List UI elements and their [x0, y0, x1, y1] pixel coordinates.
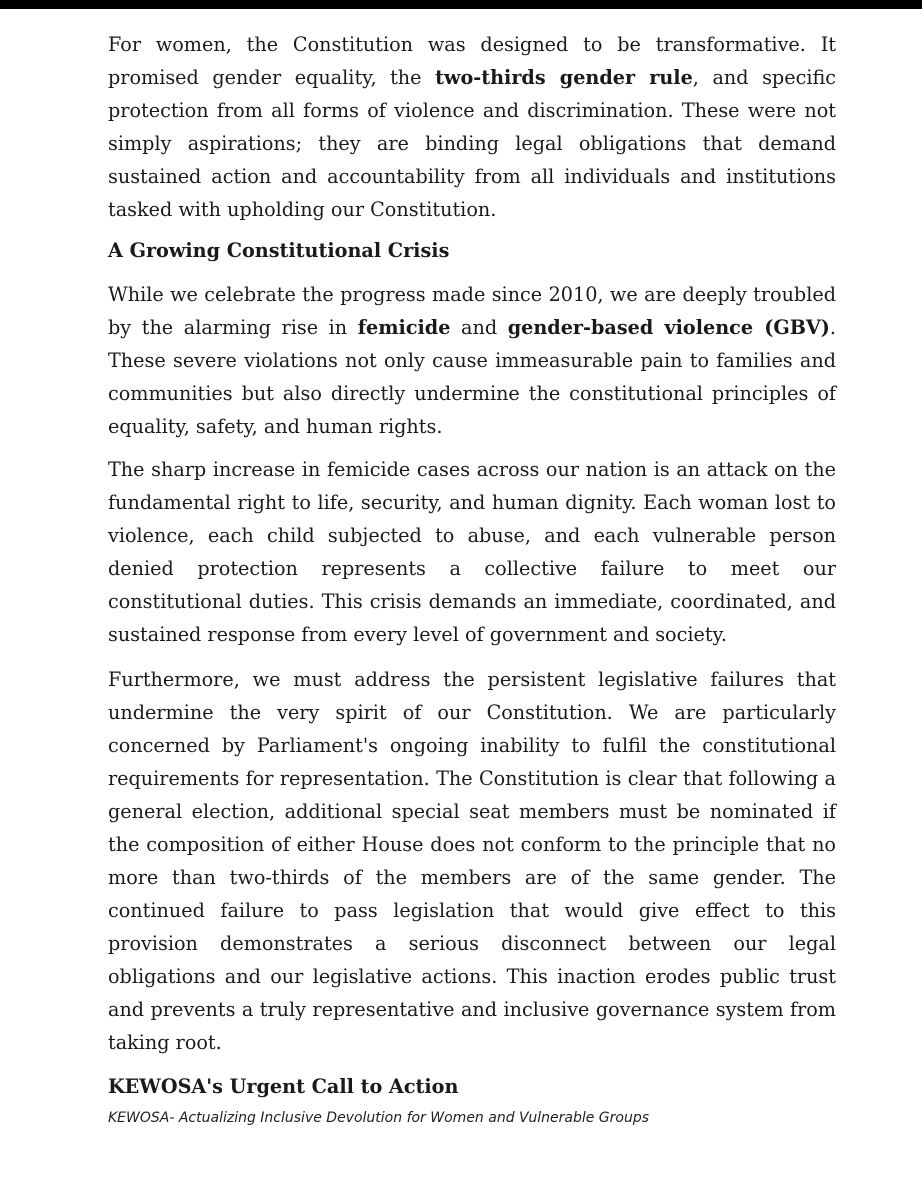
page-footer: KEWOSA- Actualizing Inclusive Devolution for Women and Vulnerable Groups — [108, 1110, 650, 1126]
paragraph1-text-b: , and specific protection from all forms of violence and discrimination. These were not simply aspirations; they are binding legal obligations that demand sustained action and accountability from all individuals and institutions tasked with upholding our Constitution. — [108, 66, 836, 221]
document-page — [108, 28, 836, 1102]
two-thirds-rule-emphasis: two-thirds gender rule — [435, 66, 693, 89]
gbv-emphasis: gender-based violence (GBV) — [507, 316, 830, 339]
paragraph-constitution-women — [108, 28, 836, 226]
paragraph-femicide-increase: The sharp increase in femicide cases across our nation is an attack on the fundamental right to life, security, and human dignity. Each woman lost to violence, each child subjected to abuse, and each vulnerable person denied protection represents a collective failure to meet our constitutional duties. This crisis demands an immediate, coordinated, and sustained response from every level of government and society. — [108, 458, 836, 646]
heading-constitutional-crisis: A Growing Constitutional Crisis — [108, 239, 450, 262]
paragraph2-text-b: and — [450, 316, 508, 339]
paragraph2-text-a: While we celebrate the progress made since 2010, we are deeply troubled by the alarming rise in — [108, 283, 836, 339]
paragraph1-text-a: For women, the Constitution was designed to be transformative. It promised gender equality, the — [108, 33, 836, 89]
paragraph-femicide-gbv — [108, 278, 836, 443]
paragraph2-text-c: . These severe violations not only cause immeasurable pain to families and communities but also directly undermine the constitutional principles of equality, safety, and human rights. — [108, 316, 836, 438]
heading-call-to-action: KEWOSA's Urgent Call to Action — [108, 1075, 459, 1098]
top-border-bar — [0, 0, 922, 9]
femicide-emphasis: femicide — [357, 316, 451, 339]
paragraph-legislative-failures: Furthermore, we must address the persistent legislative failures that undermine the very spirit of our Constitution. We are particularly concerned by Parliament's ongoing inability to fulfil the constitutional requirements for representation. The Constitution is clear that following a general election, additional special seat members must be nominated if the composition of either House does not conform to the principle that no more than two-thirds of the members are of the same gender. The continued failure to pass legislation that would give effect to this provision demonstrates a serious disconnect between our legal obligations and our legislative actions. This inaction erodes public trust and prevents a truly representative and inclusive governance system from taking root. — [108, 668, 836, 1054]
